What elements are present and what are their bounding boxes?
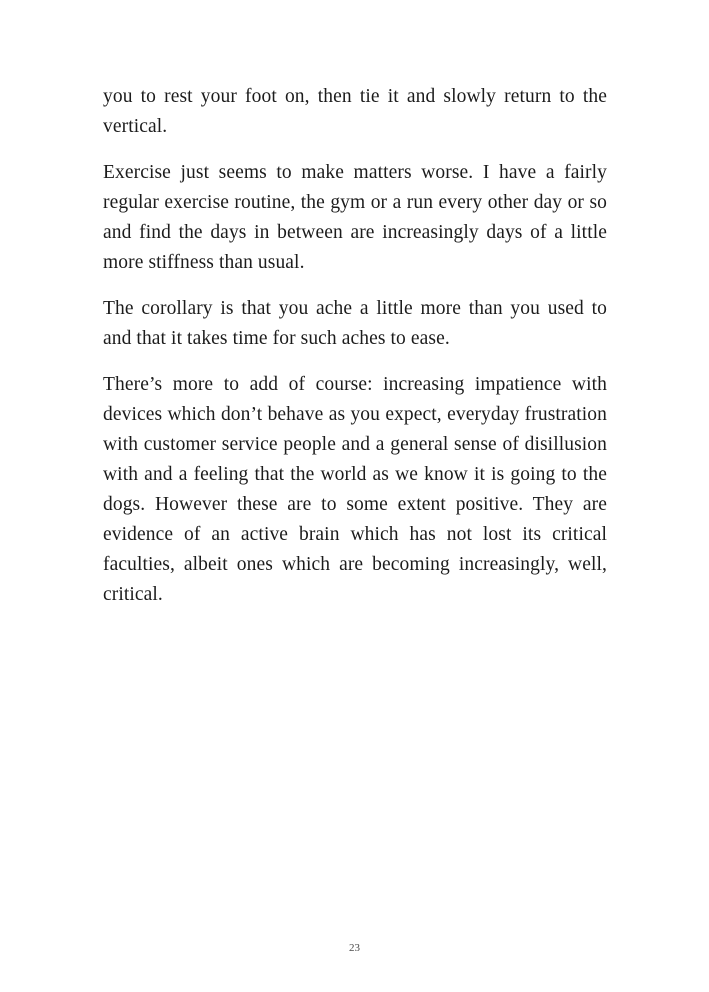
paragraph: you to rest your foot on, then tie it and slowly return to the vertical. — [103, 86, 607, 137]
body-text — [103, 82, 607, 626]
paragraph: There’s more to add of course: increasing impatience with devices which don’t behave as you expect, everyday frustration with customer service people and a general sense of disillusion with and a feeling that the world as we know it is going to the dogs. However these are to some extent positive. They are evidence of an active brain which has not lost its critical faculties, albeit ones which are becoming increasingly, well, critical. — [103, 374, 607, 605]
paragraph: Exercise just seems to make matters worse. I have a fairly regular exercise routine, the gym or a run every other day or so and find the days in between are increasingly days of a little more stiffness than usual. — [103, 162, 607, 273]
page-number: 23 — [349, 942, 360, 954]
paragraph: The corollary is that you ache a little more than you used to and that it takes time for such aches to ease. — [103, 298, 607, 349]
